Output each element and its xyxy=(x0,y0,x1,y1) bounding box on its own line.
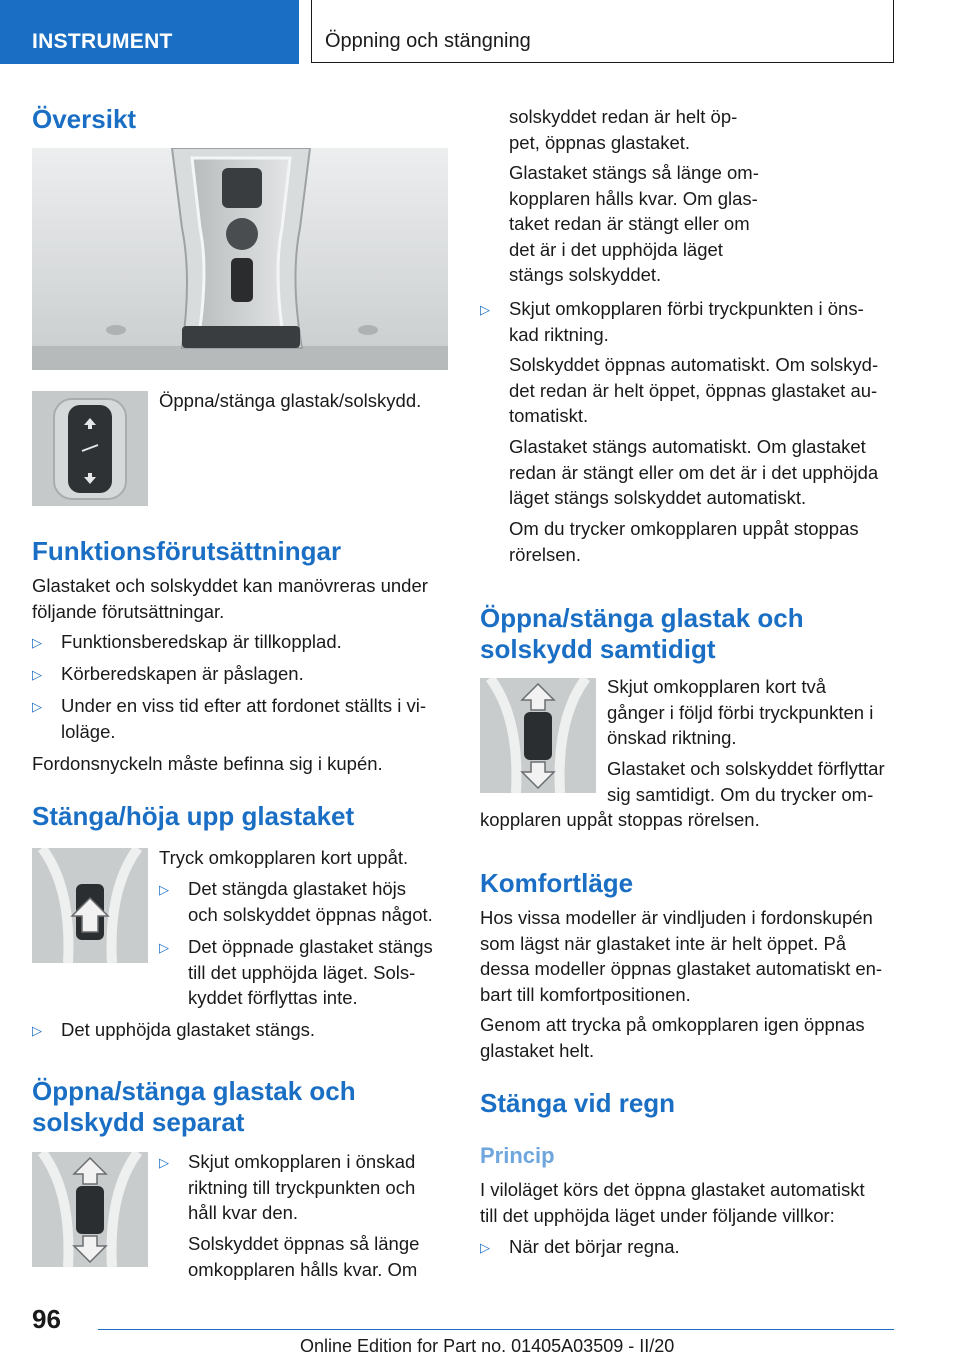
cont1-text: solskyddet redan är helt öp- pet, öppnas glastaket. xyxy=(509,106,738,153)
chapter-tab xyxy=(311,0,894,63)
switch-both-image-2 xyxy=(480,678,596,793)
triangle-bullet-icon: ▷ xyxy=(159,940,169,955)
komfort-text-2: Genom att trycka på omkopplaren igen öppnas glastaket helt. xyxy=(480,1014,865,1061)
forbi-text-3: Om du trycker omkopplaren uppåt stoppas rörelsen. xyxy=(509,518,859,565)
triangle-bullet-icon: ▷ xyxy=(32,635,42,650)
samtidigt-text-2: Glastaket och solskyddet förflyttar sig samtidigt. Om du trycker om- xyxy=(607,758,885,805)
switch-up-image xyxy=(32,848,148,963)
list-item: Körberedskapen är påslagen. xyxy=(61,663,304,684)
fordonsnyckel-text: Fordonsnyckeln måste befinna sig i kupén. xyxy=(32,753,383,774)
section-tab xyxy=(0,0,299,64)
forbi-text-2: Glastaket stängs automatiskt. Om glastaket redan är stängt eller om det är i det upphöjda läget stängs solskyddet automatiskt. xyxy=(509,436,879,508)
heading-oversikt: Översikt xyxy=(32,104,137,134)
heading-stanga: Stänga/höja upp glastaket xyxy=(32,801,355,831)
list-item: Skjut omkopplaren i önskad riktning till tryckpunkten och håll kvar den. xyxy=(188,1151,416,1223)
princip-text: I viloläget körs det öppna glastaket automatiskt till det upphöjda läget under följande villkor: xyxy=(480,1179,865,1226)
heading-princip: Princip xyxy=(480,1143,555,1168)
chapter-title: Öppning och stängning xyxy=(325,30,531,52)
list-item: När det börjar regna. xyxy=(509,1236,680,1257)
triangle-bullet-icon: ▷ xyxy=(480,1240,490,1255)
triangle-bullet-icon: ▷ xyxy=(480,302,490,317)
cont2-text: Glastaket stängs så länge om- kopplaren hålls kvar. Om glas- taket redan är stängt eller om det är i det upphöjda läget stängs solskyddet. xyxy=(509,162,759,285)
switch-both-image xyxy=(32,1152,148,1267)
list-item: Funktionsberedskap är tillkopplad. xyxy=(61,631,342,652)
samtidigt-text-3: kopplaren uppåt stoppas rörelsen. xyxy=(480,809,760,830)
forbi-text-1: Solskyddet öppnas automatiskt. Om solskyd- det redan är helt öppet, öppnas glastaket au- tomatiskt. xyxy=(509,354,879,426)
komfort-text-1: Hos vissa modeller är vindljuden i fordonskupén som lägst när glastaket inte är helt öppet. På dessa modeller öppnas glastaket automatiskt en- bart till komfortpositionen. xyxy=(480,907,883,1005)
heading-regn: Stänga vid regn xyxy=(480,1088,676,1118)
footer-divider xyxy=(98,1329,894,1330)
edition-text: Online Edition for Part no. 01405A03509 - II/20 xyxy=(300,1336,675,1356)
heading-samtidigt: Öppna/stänga glastak och solskydd samtidigt xyxy=(480,603,804,664)
list-item: Skjut omkopplaren förbi tryckpunkten i öns- kad riktning. xyxy=(509,298,864,345)
list-item: Under en viss tid efter att fordonet ställts i vi- loläge. xyxy=(61,695,427,742)
separat-text: Solskyddet öppnas så länge omkopplaren hålls kvar. Om xyxy=(188,1233,420,1280)
heading-funktion: Funktionsförutsättningar xyxy=(32,536,342,566)
samtidigt-text-1: Skjut omkopplaren kort två gånger i följd förbi tryckpunkten i önskad riktning. xyxy=(607,676,874,748)
heading-komfort: Komfortläge xyxy=(480,868,634,898)
list-item: Det upphöjda glastaket stängs. xyxy=(61,1019,316,1040)
triangle-bullet-icon: ▷ xyxy=(32,667,42,682)
switch-caption: Öppna/stänga glastak/solskydd. xyxy=(159,390,422,411)
stanga-intro: Tryck omkopplaren kort uppåt. xyxy=(159,847,409,868)
triangle-bullet-icon: ▷ xyxy=(32,699,42,714)
triangle-bullet-icon: ▷ xyxy=(159,1155,169,1170)
roof-console-image xyxy=(32,148,448,370)
list-item: Det öppnade glastaket stängs till det upphöjda läget. Sols- kyddet förflyttas inte. xyxy=(188,936,433,1008)
list-item: Det stängda glastaket höjs och solskyddet öppnas något. xyxy=(188,878,433,925)
funktion-intro: Glastaket och solskyddet kan manövreras under följande förutsättningar. xyxy=(32,575,428,622)
switch-image xyxy=(32,391,148,506)
section-title: INSTRUMENT xyxy=(32,30,173,53)
page-number: 96 xyxy=(32,1304,61,1334)
heading-separat: Öppna/stänga glastak och solskydd separat xyxy=(32,1076,356,1137)
triangle-bullet-icon: ▷ xyxy=(32,1023,42,1038)
triangle-bullet-icon: ▷ xyxy=(159,882,169,897)
